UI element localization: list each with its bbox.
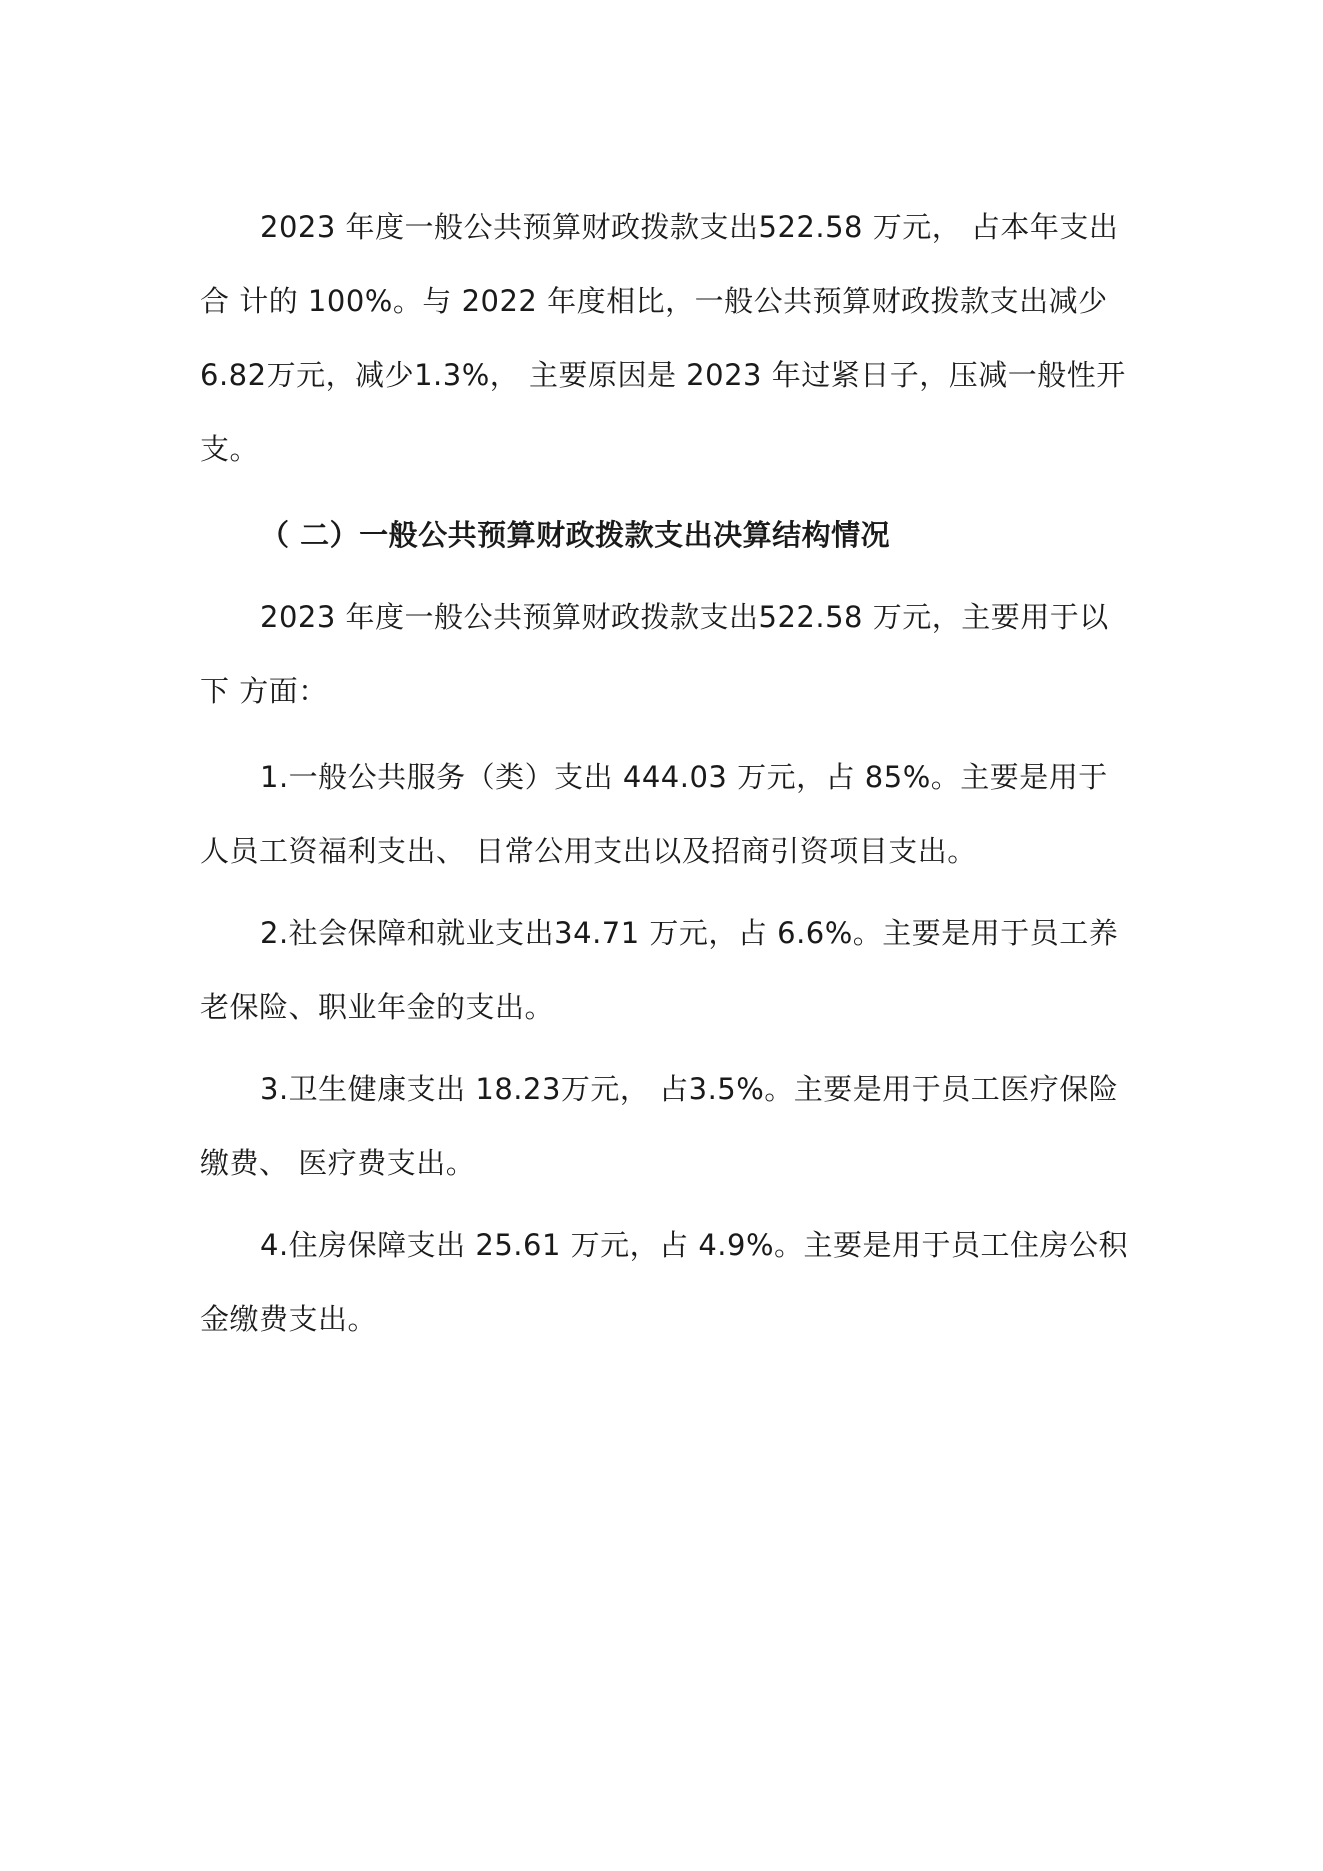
list-item: 1.一般公共服务（类）支出 444.03 万元，占 85%。主要是用于 人员工资福利支出、 日常公用支出以及招商引资项目支出。	[200, 760, 1108, 868]
document-body	[200, 190, 1130, 1356]
section-heading: （ 二）一般公共预算财政拨款支出决算结构情况	[260, 518, 891, 552]
intro-paragraph: 2023 年度一般公共预算财政拨款支出522.58 万元， 占本年支出合 计的 100%。与 2022 年度相比，一般公共预算财政拨款支出减少6.82万元，减少1.3%， 主要原因是 2023 年过紧日子，压减一般性开支。	[200, 210, 1126, 466]
list-item: 2.社会保障和就业支出34.71 万元，占 6.6%。主要是用于员工养老保险、职业年金的支出。	[200, 916, 1119, 1024]
list-item: 3.卫生健康支出 18.23万元， 占3.5%。主要是用于员工医疗保险缴费、 医疗费支出。	[200, 1072, 1119, 1180]
structure-paragraph: 2023 年度一般公共预算财政拨款支出522.58 万元，主要用于以下 方面：	[200, 600, 1109, 708]
list-item: 4.住房保障支出 25.61 万元，占 4.9%。主要是用于员工住房公积金缴费支出。	[200, 1228, 1129, 1336]
